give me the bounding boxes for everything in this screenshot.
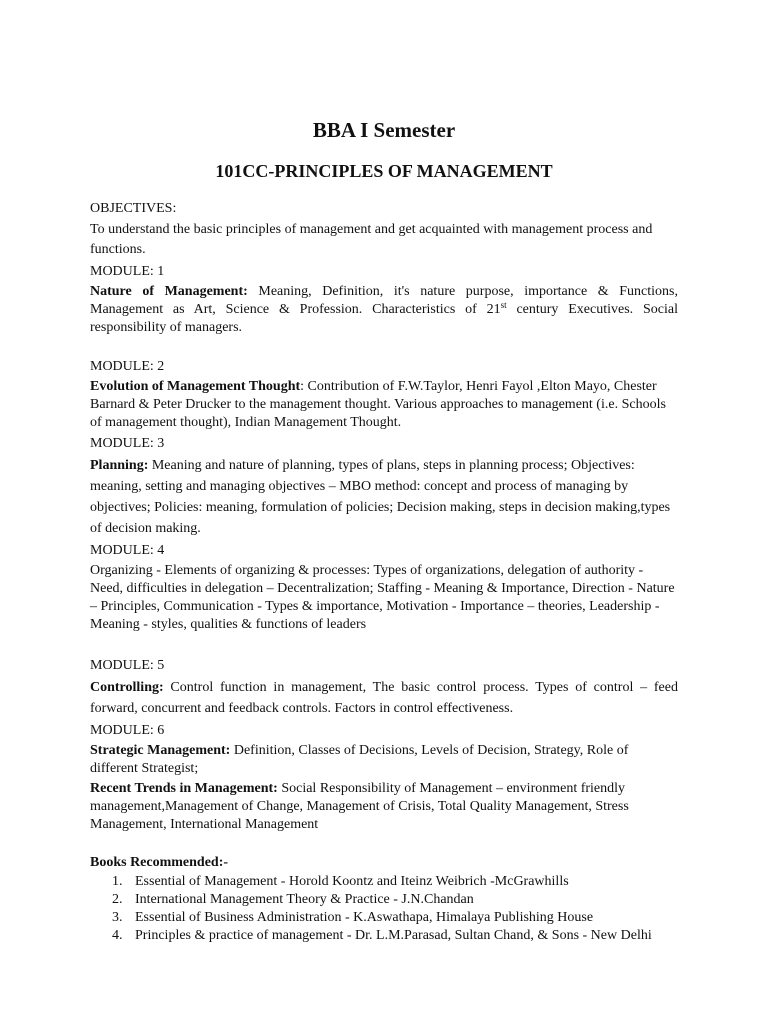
module-3-text: Meaning and nature of planning, types of plans, steps in planning process; Objectives: meaning, setting and managing objectives – MBO method: concept and process of managing by objectives; Policies: meaning, formulation of policies; Decision making, steps in decision making,types of decision making. bbox=[90, 458, 671, 536]
module-3-label: MODULE: 3 bbox=[90, 436, 165, 451]
module-6-label: MODULE: 6 bbox=[90, 723, 165, 738]
module-3-paragraph bbox=[90, 455, 678, 539]
module-6-heading: Strategic Management: bbox=[90, 743, 231, 758]
book-text: International Management Theory & Practice - J.N.Chandan bbox=[135, 892, 474, 907]
module-1-heading: Nature of Management: bbox=[90, 284, 248, 299]
module-6-heading-2: Recent Trends in Management: bbox=[90, 781, 278, 796]
book-number: 2. bbox=[112, 892, 123, 907]
spacer bbox=[90, 636, 678, 654]
book-text: Essential of Management - Horold Koontz and Iteinz Weibrich -McGrawhills bbox=[135, 874, 569, 889]
page-title: BBA I Semester bbox=[312, 118, 456, 142]
module-4-text: Organizing - Elements of organizing & processes: Types of organizations, delegation of authority - Need, difficulties in delegation – Decentralization; Staffing - Meaning & Importance, Direction - Nature – Principles, Communication - Types & importance, Motivation - Importance – theories, Leadership - Meaning - styles, qualities & functions of leaders bbox=[90, 563, 675, 632]
module-2-paragraph bbox=[90, 378, 678, 432]
course-title: 101CC-PRINCIPLES OF MANAGEMENT bbox=[215, 161, 553, 181]
module-2-text: : Contribution of F.W.Taylor, Henri Fayol ,Elton Mayo, Chester Barnard & Peter Drucker to the management thought. Various approaches to management (i.e. Schools of management thought), Indian Management Thought. bbox=[90, 379, 666, 430]
book-number: 1. bbox=[112, 874, 123, 889]
module-2-heading: Evolution of Management Thought bbox=[90, 379, 301, 394]
module-1-superscript: st bbox=[500, 300, 507, 310]
module-1-text-part2: century Executives. Social responsibility of managers. bbox=[90, 302, 678, 335]
objectives-label: OBJECTIVES: bbox=[90, 201, 177, 216]
module-4-label: MODULE: 4 bbox=[90, 543, 165, 558]
module-1-label: MODULE: 1 bbox=[90, 264, 165, 279]
module-5-label: MODULE: 5 bbox=[90, 658, 165, 673]
book-item bbox=[90, 891, 678, 909]
module-5-text: Control function in management, The basic control process. Types of control – feed forward, concurrent and feedback controls. Factors in control effectiveness. bbox=[90, 680, 678, 716]
module-5-heading: Controlling: bbox=[90, 680, 164, 695]
module-6-paragraph-1 bbox=[90, 742, 678, 778]
books-list bbox=[90, 873, 678, 945]
spacer bbox=[90, 337, 678, 355]
spacer bbox=[90, 836, 678, 854]
book-item bbox=[90, 909, 678, 927]
book-item bbox=[90, 927, 678, 945]
book-text: Essential of Business Administration - K.Aswathapa, Himalaya Publishing House bbox=[135, 910, 594, 925]
module-6-paragraph-2 bbox=[90, 780, 678, 834]
module-2-label: MODULE: 2 bbox=[90, 359, 165, 374]
book-number: 3. bbox=[112, 910, 123, 925]
module-6-text-2: Social Responsibility of Management – environment friendly management,Management of Change, Management of Crisis, Total Quality Management, Stress Management, International Management bbox=[90, 781, 629, 832]
book-item bbox=[90, 873, 678, 891]
books-heading: Books Recommended:- bbox=[90, 855, 229, 870]
book-number: 4. bbox=[112, 928, 123, 943]
module-6-text: Definition, Classes of Decisions, Levels of Decision, Strategy, Role of different Strategist; bbox=[90, 743, 629, 776]
module-3-heading: Planning: bbox=[90, 458, 149, 473]
module-1-text-part1: Meaning, Definition, it's nature purpose, importance & Functions, Management as Art, Science & Profession. Characteristics of 21 bbox=[90, 284, 678, 317]
objectives-text: To understand the basic principles of management and get acquainted with management process and functions. bbox=[90, 222, 653, 257]
syllabus-content bbox=[90, 200, 678, 945]
module-5-paragraph bbox=[90, 677, 678, 719]
module-1-paragraph bbox=[90, 283, 678, 337]
book-text: Principles & practice of management - Dr. L.M.Parasad, Sultan Chand, & Sons - New Delhi bbox=[135, 928, 652, 943]
